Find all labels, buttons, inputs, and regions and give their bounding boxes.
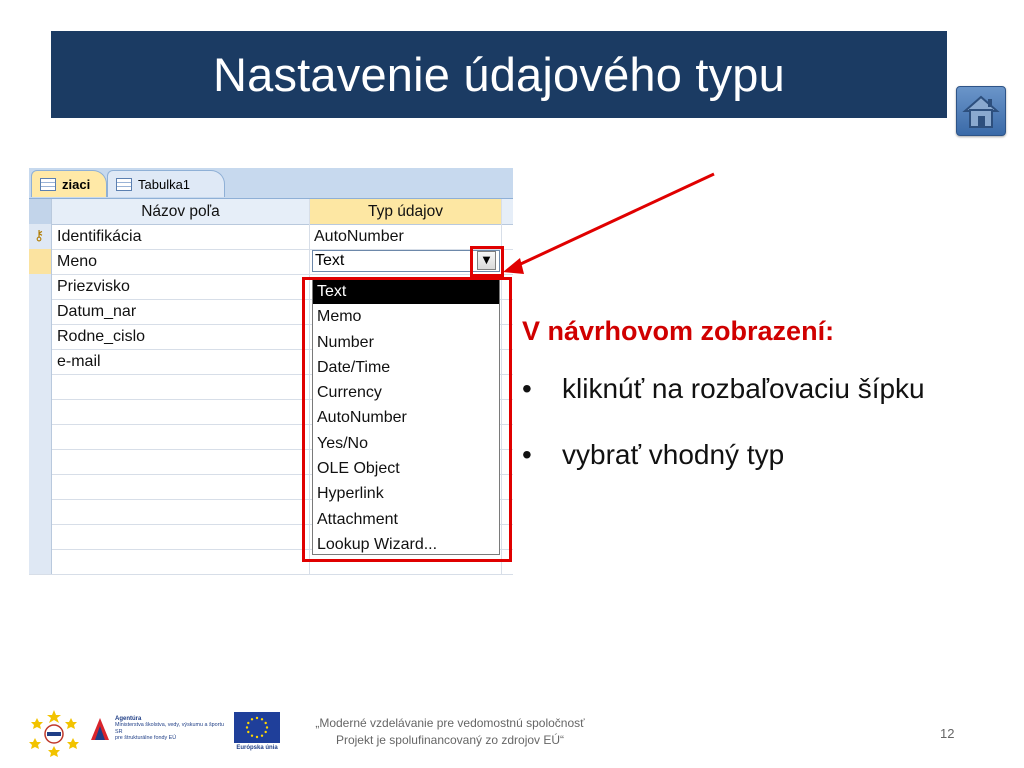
eu-label: Európska únia xyxy=(236,745,278,751)
eu-flag-icon xyxy=(234,712,280,743)
dropdown-option-text[interactable]: Text xyxy=(313,279,499,304)
page-number: 12 xyxy=(940,726,955,741)
dropdown-option-number[interactable]: Number xyxy=(317,333,374,351)
slide-title: Nastavenie údajového typu xyxy=(212,48,785,101)
dropdown-option-autonumber[interactable]: AutoNumber xyxy=(317,409,407,427)
dropdown-option-memo[interactable]: Memo xyxy=(317,308,362,326)
dropdown-option-lookup-wizard[interactable]: Lookup Wizard... xyxy=(317,535,438,553)
agency-book-icon xyxy=(89,716,111,742)
field-name-cell[interactable]: Identifikácia xyxy=(52,224,310,249)
agency-name: Agentúra xyxy=(115,716,142,722)
agency-logo xyxy=(89,716,229,746)
instruction-item: • vybrať vhodný typ xyxy=(522,436,992,474)
column-header-data-type[interactable]: Typ údajov xyxy=(310,199,501,224)
data-type-combobox[interactable]: Text xyxy=(312,250,500,272)
footer-quote-line1: „Moderné vzdelávanie pre vedomostnú spoločnosť xyxy=(315,716,585,730)
tab-label: Tabulka1 xyxy=(138,176,191,192)
table-icon xyxy=(40,178,56,191)
dropdown-option-yesno[interactable]: Yes/No xyxy=(317,434,368,452)
agency-line3: pre štrukturálne fondy EÚ xyxy=(115,735,177,742)
field-name-cell[interactable]: Rodne_cislo xyxy=(52,324,310,349)
field-name-cell[interactable]: Priezvisko xyxy=(52,274,310,299)
dropdown-option-hyperlink[interactable]: Hyperlink xyxy=(317,485,384,503)
column-header-field-name[interactable]: Názov poľa xyxy=(52,199,310,224)
instructions-heading: V návrhovom zobrazení: xyxy=(522,316,835,346)
dropdown-option-datetime[interactable]: Date/Time xyxy=(317,358,391,376)
chevron-down-icon: ▼ xyxy=(482,255,491,266)
tab-ziaci[interactable] xyxy=(31,170,107,197)
instructions-list xyxy=(522,370,992,502)
instruction-item: • kliknúť na rozbaľovaciu šípku xyxy=(522,370,992,408)
op-logo-icon xyxy=(29,708,79,758)
agency-text xyxy=(115,716,227,742)
dropdown-option-currency[interactable]: Currency xyxy=(317,384,382,402)
dropdown-option-ole-object[interactable]: OLE Object xyxy=(317,460,400,478)
footer-project-text xyxy=(300,715,600,749)
dropdown-option-attachment[interactable]: Attachment xyxy=(317,510,398,528)
key-icon: ⚷ xyxy=(34,228,45,244)
footer-logos xyxy=(29,708,289,763)
field-name-cell[interactable]: Datum_nar xyxy=(52,299,310,324)
agency-line2: Ministerstva školstva, vedy, výskumu a športu SR xyxy=(115,722,224,735)
field-name-cell[interactable]: Meno xyxy=(52,249,310,274)
tab-label: ziaci xyxy=(62,176,91,192)
footer-quote-line2: Projekt je spolufinancovaný zo zdrojov EÚ“ xyxy=(335,733,565,747)
field-name-cell[interactable]: e-mail xyxy=(52,349,310,374)
data-type-cell[interactable]: AutoNumber xyxy=(314,228,404,245)
